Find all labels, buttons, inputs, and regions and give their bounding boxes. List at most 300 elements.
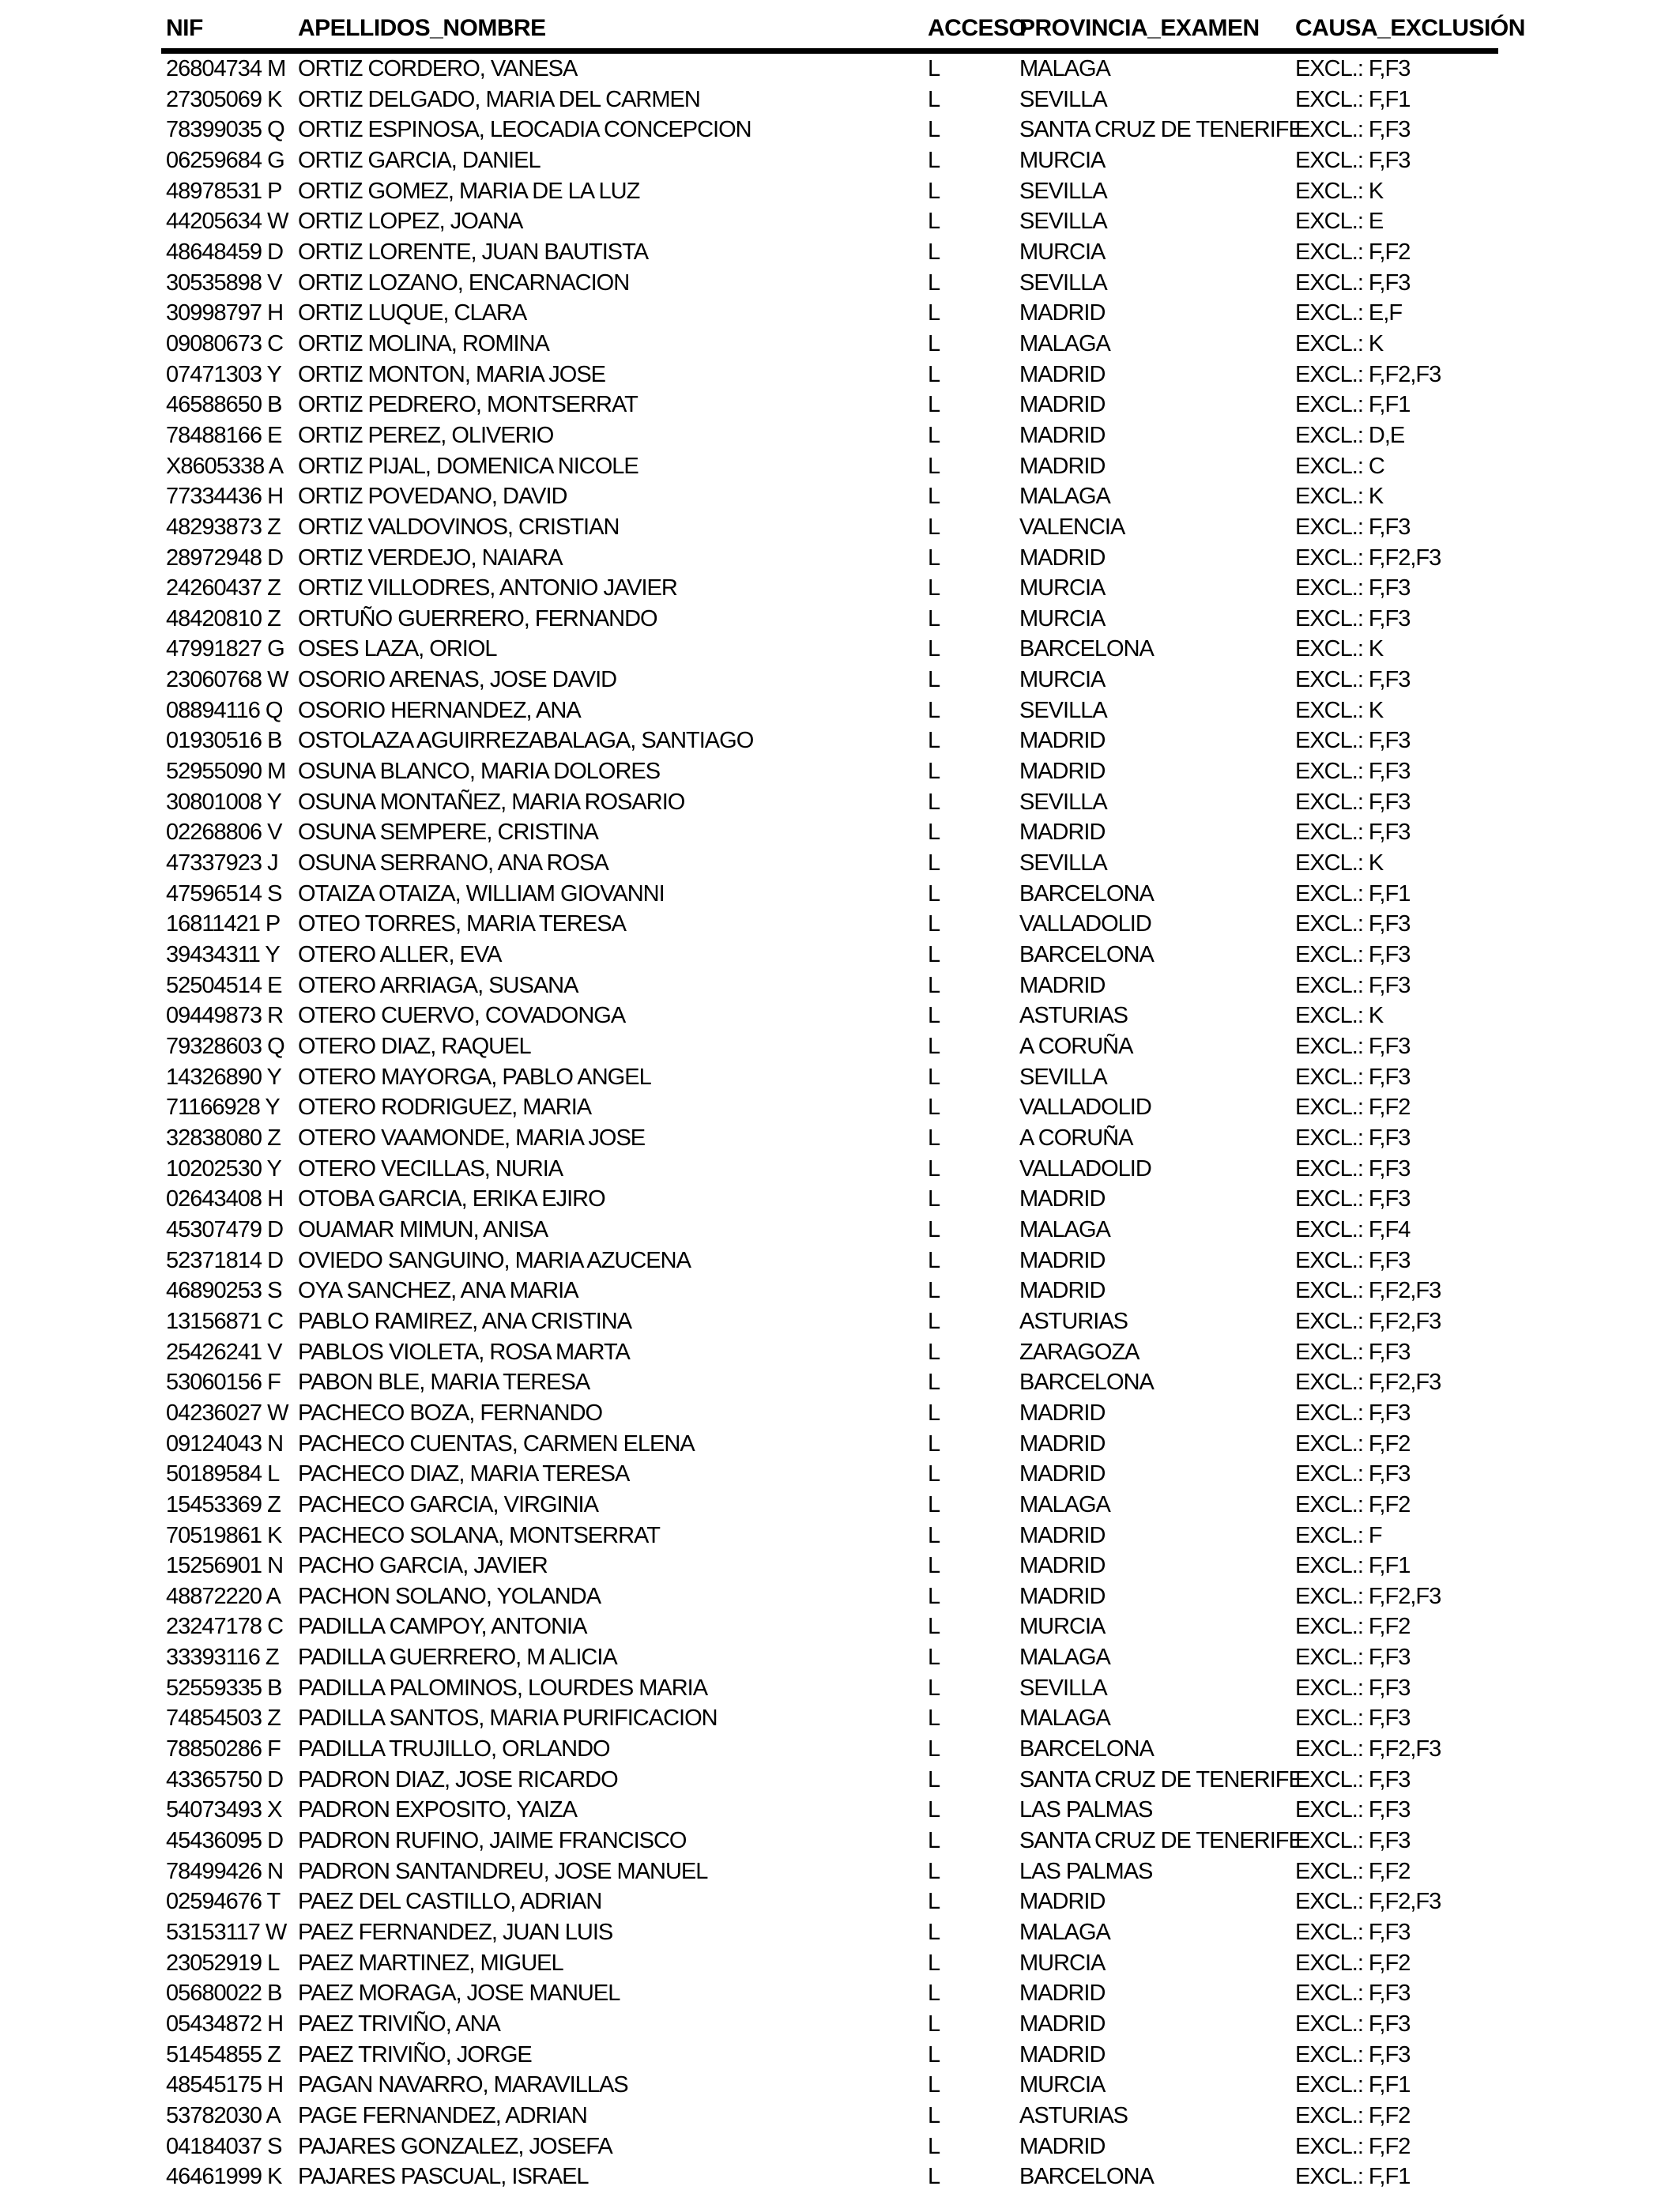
acceso-cell: L	[928, 1155, 940, 1182]
acceso-cell: L	[928, 56, 940, 81]
table-row	[161, 1062, 1498, 1093]
column-header-nif: NIF	[161, 11, 298, 51]
causa-cell: EXCL.: F,F2,F3	[1295, 1889, 1441, 1915]
provincia-cell: SEVILLA	[1019, 850, 1107, 876]
provincia-cell: ZARAGOZA	[1019, 1339, 1139, 1365]
acceso-cell: L	[928, 1216, 940, 1242]
nombre-cell: OTERO DIAZ, RAQUEL	[298, 1034, 531, 1059]
causa-cell: EXCL.: F,F3	[1295, 1064, 1411, 1090]
table-row	[161, 145, 1498, 176]
nif-cell: 48872220 A	[166, 1583, 281, 1609]
acceso-cell: L	[928, 1920, 940, 1946]
causa-cell: EXCL.: F,F3	[1295, 728, 1411, 754]
nif-cell: X8605338 A	[166, 453, 284, 479]
nif-cell: 77334436 H	[166, 484, 284, 510]
table-row	[161, 971, 1498, 1001]
nif-cell: 30801008 Y	[166, 789, 281, 815]
provincia-cell: MADRID	[1019, 1278, 1106, 1304]
causa-cell: EXCL.: D,E	[1295, 422, 1405, 448]
nombre-cell: PADILLA CAMPOY, ANTONIA	[298, 1614, 587, 1640]
causa-cell: EXCL.: F,F3	[1295, 667, 1411, 693]
nif-cell: 30535898 V	[166, 270, 282, 296]
causa-cell: EXCL.: F,F3	[1295, 605, 1411, 631]
acceso-cell: L	[928, 270, 940, 296]
table-row	[161, 420, 1498, 451]
nif-cell: 48293873 Z	[166, 514, 281, 540]
acceso-cell: L	[928, 2011, 940, 2037]
causa-cell: EXCL.: F,F3	[1295, 1645, 1411, 1671]
provincia-cell: A CORUÑA	[1019, 1125, 1133, 1151]
provincia-cell: SANTA CRUZ DE TENERIFE	[1019, 1766, 1303, 1792]
causa-cell: EXCL.: F,F3	[1295, 1400, 1411, 1426]
causa-cell: EXCL.: F,F3	[1295, 1461, 1411, 1487]
nif-cell: 46461999 K	[166, 2164, 282, 2190]
provincia-cell: MADRID	[1019, 392, 1106, 418]
causa-cell: EXCL.: F,F3	[1295, 942, 1411, 968]
causa-cell: EXCL.: F,F3	[1295, 911, 1411, 937]
nombre-cell: PAGAN NAVARRO, MARAVILLAS	[298, 2072, 628, 2098]
acceso-cell: L	[928, 911, 940, 937]
nif-cell: 53153117 W	[166, 1920, 287, 1946]
nombre-cell: OVIEDO SANGUINO, MARIA AZUCENA	[298, 1247, 691, 1273]
nif-cell: 13156871 C	[166, 1308, 284, 1334]
nif-cell: 54073493 X	[166, 1797, 282, 1823]
nombre-cell: PAEZ TRIVIÑO, ANA	[298, 2011, 500, 2037]
nombre-cell: ORTIZ VALDOVINOS, CRISTIAN	[298, 514, 620, 540]
nombre-cell: OTEO TORRES, MARIA TERESA	[298, 911, 626, 937]
acceso-cell: L	[928, 209, 940, 235]
nombre-cell: OTOBA GARCIA, ERIKA EJIRO	[298, 1186, 605, 1212]
acceso-cell: L	[928, 1125, 940, 1151]
table-row	[161, 848, 1498, 879]
provincia-cell: MADRID	[1019, 1247, 1106, 1273]
provincia-cell: VALENCIA	[1019, 514, 1125, 540]
causa-cell: EXCL.: F,F3	[1295, 1247, 1411, 1273]
table-row	[161, 1490, 1498, 1521]
causa-cell: EXCL.: F,F2,F3	[1295, 361, 1441, 387]
provincia-cell: MURCIA	[1019, 575, 1106, 601]
causa-cell: EXCL.: K	[1295, 484, 1384, 510]
nif-cell: 44205634 W	[166, 209, 288, 235]
causa-cell: EXCL.: F,F1	[1295, 392, 1411, 418]
acceso-cell: L	[928, 1981, 940, 2007]
acceso-cell: L	[928, 1797, 940, 1823]
causa-cell: EXCL.: F,F1	[1295, 880, 1411, 906]
nif-cell: 46890253 S	[166, 1278, 282, 1304]
causa-cell: EXCL.: E	[1295, 209, 1384, 235]
nif-cell: 32838080 Z	[166, 1125, 281, 1151]
nombre-cell: OSORIO ARENAS, JOSE DAVID	[298, 667, 617, 693]
nif-cell: 02594676 T	[166, 1889, 281, 1915]
causa-cell: EXCL.: F,F1	[1295, 2072, 1411, 2098]
nombre-cell: PACHON SOLANO, YOLANDA	[298, 1583, 601, 1609]
nombre-cell: ORTIZ CORDERO, VANESA	[298, 56, 578, 81]
nombre-cell: OTERO CUERVO, COVADONGA	[298, 1003, 626, 1029]
causa-cell: EXCL.: F,F3	[1295, 1981, 1411, 2007]
table-row	[161, 329, 1498, 360]
acceso-cell: L	[928, 1736, 940, 1762]
nombre-cell: PADRON DIAZ, JOSE RICARDO	[298, 1766, 618, 1792]
acceso-cell: L	[928, 2133, 940, 2159]
nombre-cell: ORTIZ LUQUE, CLARA	[298, 300, 527, 326]
acceso-cell: L	[928, 300, 940, 326]
nombre-cell: PAJARES PASCUAL, ISRAEL	[298, 2164, 589, 2190]
causa-cell: EXCL.: F,F2,F3	[1295, 1278, 1441, 1304]
causa-cell: EXCL.: F,F2,F3	[1295, 1583, 1441, 1609]
nombre-cell: PADRON EXPOSITO, YAIZA	[298, 1797, 577, 1823]
nif-cell: 48420810 Z	[166, 605, 281, 631]
nombre-cell: PAGE FERNANDEZ, ADRIAN	[298, 2102, 587, 2128]
provincia-cell: BARCELONA	[1019, 880, 1154, 906]
provincia-cell: MADRID	[1019, 820, 1106, 846]
causa-cell: EXCL.: F,F1	[1295, 2164, 1411, 2190]
column-header-apellidos-nombre: APELLIDOS_NOMBRE	[298, 11, 928, 51]
nif-cell: 05680022 B	[166, 1981, 282, 2007]
acceso-cell: L	[928, 361, 940, 387]
provincia-cell: MALAGA	[1019, 1216, 1110, 1242]
causa-cell: EXCL.: F,F3	[1295, 1675, 1411, 1701]
provincia-cell: MADRID	[1019, 453, 1106, 479]
table-row	[161, 1215, 1498, 1246]
nif-cell: 15453369 Z	[166, 1491, 281, 1517]
nif-cell: 70519861 K	[166, 1522, 282, 1548]
provincia-cell: SEVILLA	[1019, 1675, 1107, 1701]
table-row	[161, 756, 1498, 787]
acceso-cell: L	[928, 1614, 940, 1640]
table-row	[161, 2132, 1498, 2162]
acceso-cell: L	[928, 1064, 940, 1090]
acceso-cell: L	[928, 575, 940, 601]
nombre-cell: ORTIZ POVEDANO, DAVID	[298, 484, 567, 510]
table-row	[161, 390, 1498, 420]
acceso-cell: L	[928, 1553, 940, 1579]
table-row	[161, 481, 1498, 512]
nombre-cell: ORTIZ MOLINA, ROMINA	[298, 330, 549, 356]
causa-cell: EXCL.: C	[1295, 453, 1384, 479]
table-row	[161, 512, 1498, 543]
nif-cell: 14326890 Y	[166, 1064, 281, 1090]
causa-cell: EXCL.: F,F1	[1295, 86, 1411, 112]
causa-cell: EXCL.: F,F2,F3	[1295, 1370, 1441, 1396]
table-row	[161, 1521, 1498, 1551]
table-row	[161, 909, 1498, 940]
table-row	[161, 695, 1498, 726]
nif-cell: 53060156 F	[166, 1370, 281, 1396]
nif-cell: 02268806 V	[166, 820, 282, 846]
provincia-cell: MURCIA	[1019, 605, 1106, 631]
acceso-cell: L	[928, 1950, 940, 1976]
causa-cell: EXCL.: F,F2	[1295, 1095, 1411, 1121]
provincia-cell: BARCELONA	[1019, 942, 1154, 968]
provincia-cell: MADRID	[1019, 1430, 1106, 1457]
table-row	[161, 543, 1498, 574]
provincia-cell: ASTURIAS	[1019, 2102, 1128, 2128]
causa-cell: EXCL.: F,F3	[1295, 1186, 1411, 1212]
table-row	[161, 1551, 1498, 1581]
acceso-cell: L	[928, 942, 940, 968]
acceso-cell: L	[928, 1034, 940, 1059]
provincia-cell: MALAGA	[1019, 330, 1110, 356]
nombre-cell: ORTIZ GOMEZ, MARIA DE LA LUZ	[298, 178, 640, 204]
nombre-cell: PADILLA PALOMINOS, LOURDES MARIA	[298, 1675, 708, 1701]
nif-cell: 08894116 Q	[166, 697, 283, 723]
nif-cell: 25426241 V	[166, 1339, 282, 1365]
provincia-cell: ASTURIAS	[1019, 1003, 1128, 1029]
causa-cell: EXCL.: F,F3	[1295, 1339, 1411, 1365]
provincia-cell: MURCIA	[1019, 147, 1106, 173]
table-row	[161, 360, 1498, 390]
provincia-cell: SEVILLA	[1019, 697, 1107, 723]
acceso-cell: L	[928, 667, 940, 693]
table-row	[161, 940, 1498, 971]
nif-cell: 43365750 D	[166, 1766, 284, 1792]
nombre-cell: OSUNA SEMPERE, CRISTINA	[298, 820, 598, 846]
nombre-cell: OSORIO HERNANDEZ, ANA	[298, 697, 581, 723]
nif-cell: 39434311 Y	[166, 942, 280, 968]
nif-cell: 07471303 Y	[166, 361, 281, 387]
nif-cell: 45307479 D	[166, 1216, 284, 1242]
provincia-cell: MADRID	[1019, 2011, 1106, 2037]
nif-cell: 47991827 G	[166, 636, 284, 662]
acceso-cell: L	[928, 1186, 940, 1212]
nombre-cell: OTERO RODRIGUEZ, MARIA	[298, 1095, 592, 1121]
acceso-cell: L	[928, 1003, 940, 1029]
causa-cell: EXCL.: F,F4	[1295, 1216, 1411, 1242]
causa-cell: EXCL.: F,F3	[1295, 1155, 1411, 1182]
table-row	[161, 1581, 1498, 1612]
acceso-cell: L	[928, 514, 940, 540]
table-row	[161, 1611, 1498, 1642]
causa-cell: EXCL.: F,F3	[1295, 270, 1411, 296]
nif-cell: 23060768 W	[166, 667, 288, 693]
nombre-cell: ORTIZ LORENTE, JUAN BAUTISTA	[298, 239, 649, 265]
table-row	[161, 634, 1498, 665]
table-row	[161, 1978, 1498, 2009]
nombre-cell: OSUNA BLANCO, MARIA DOLORES	[298, 759, 661, 785]
acceso-cell: L	[928, 1828, 940, 1854]
causa-cell: EXCL.: F,F2	[1295, 1950, 1411, 1976]
nif-cell: 79328603 Q	[166, 1034, 284, 1059]
provincia-cell: MADRID	[1019, 422, 1106, 448]
provincia-cell: BARCELONA	[1019, 1370, 1154, 1396]
causa-cell: EXCL.: E,F	[1295, 300, 1403, 326]
table-row	[161, 2040, 1498, 2071]
nombre-cell: OUAMAR MIMUN, ANISA	[298, 1216, 548, 1242]
table-row	[161, 176, 1498, 207]
acceso-cell: L	[928, 1247, 940, 1273]
acceso-cell: L	[928, 239, 940, 265]
nif-cell: 24260437 Z	[166, 575, 281, 601]
nif-cell: 23247178 C	[166, 1614, 284, 1640]
nif-cell: 51454855 Z	[166, 2041, 281, 2067]
nif-cell: 28972948 D	[166, 545, 284, 571]
table-row	[161, 1917, 1498, 1948]
table-row	[161, 726, 1498, 756]
provincia-cell: MALAGA	[1019, 1645, 1110, 1671]
table-row	[161, 1306, 1498, 1337]
nombre-cell: ORTIZ VERDEJO, NAIARA	[298, 545, 563, 571]
acceso-cell: L	[928, 117, 940, 143]
nombre-cell: ORTUÑO GUERRERO, FERNANDO	[298, 605, 657, 631]
provincia-cell: MADRID	[1019, 300, 1106, 326]
causa-cell: EXCL.: F,F2	[1295, 2102, 1411, 2128]
nombre-cell: PACHECO BOZA, FERNANDO	[298, 1400, 603, 1426]
nombre-cell: PADILLA GUERRERO, M ALICIA	[298, 1645, 617, 1671]
acceso-cell: L	[928, 1491, 940, 1517]
acceso-cell: L	[928, 1522, 940, 1548]
table-row	[161, 1367, 1498, 1398]
acceso-cell: L	[928, 1461, 940, 1487]
acceso-cell: L	[928, 1370, 940, 1396]
acceso-cell: L	[928, 1645, 940, 1671]
table-header	[161, 11, 1525, 51]
causa-cell: EXCL.: F,F3	[1295, 1797, 1411, 1823]
table-row	[161, 1642, 1498, 1673]
nif-cell: 78488166 E	[166, 422, 282, 448]
table-row	[161, 2162, 1498, 2192]
acceso-cell: L	[928, 2164, 940, 2190]
causa-cell: EXCL.: F,F2	[1295, 1491, 1411, 1517]
acceso-cell: L	[928, 1858, 940, 1884]
table-row	[161, 237, 1498, 268]
nombre-cell: OTERO ARRIAGA, SUSANA	[298, 972, 578, 998]
table-row	[161, 573, 1498, 604]
nombre-cell: ORTIZ PEDRERO, MONTSERRAT	[298, 392, 638, 418]
nif-cell: 09080673 C	[166, 330, 284, 356]
nombre-cell: PADILLA TRUJILLO, ORLANDO	[298, 1736, 610, 1762]
acceso-cell: L	[928, 1583, 940, 1609]
acceso-cell: L	[928, 1766, 940, 1792]
nif-cell: 04236027 W	[166, 1400, 288, 1426]
nombre-cell: PAEZ MORAGA, JOSE MANUEL	[298, 1981, 620, 2007]
acceso-cell: L	[928, 453, 940, 479]
acceso-cell: L	[928, 1308, 940, 1334]
causa-cell: EXCL.: F,F2	[1295, 1430, 1411, 1457]
table-row	[161, 206, 1498, 237]
nif-cell: 04184037 S	[166, 2133, 282, 2159]
causa-cell: EXCL.: F,F2,F3	[1295, 545, 1441, 571]
nombre-cell: ORTIZ LOPEZ, JOANA	[298, 209, 523, 235]
causa-cell: EXCL.: F,F2	[1295, 1858, 1411, 1884]
nombre-cell: OSUNA MONTAÑEZ, MARIA ROSARIO	[298, 789, 685, 815]
table-row	[161, 2101, 1498, 2132]
acceso-cell: L	[928, 1095, 940, 1121]
provincia-cell: MADRID	[1019, 1461, 1106, 1487]
provincia-cell: MURCIA	[1019, 2072, 1106, 2098]
table-row	[161, 879, 1498, 910]
provincia-cell: MURCIA	[1019, 667, 1106, 693]
nif-cell: 10202530 Y	[166, 1155, 281, 1182]
nif-cell: 15256901 N	[166, 1553, 284, 1579]
nif-cell: 48978531 P	[166, 178, 282, 204]
table-row	[161, 1001, 1498, 1031]
causa-cell: EXCL.: F,F3	[1295, 117, 1411, 143]
table-row	[161, 1123, 1498, 1154]
nombre-cell: OSES LAZA, ORIOL	[298, 636, 497, 662]
acceso-cell: L	[928, 545, 940, 571]
causa-cell: EXCL.: F,F3	[1295, 56, 1411, 81]
table-row	[161, 268, 1498, 299]
acceso-cell: L	[928, 1706, 940, 1732]
nombre-cell: PADRON RUFINO, JAIME FRANCISCO	[298, 1828, 687, 1854]
acceso-cell: L	[928, 2072, 940, 2098]
nif-cell: 01930516 B	[166, 728, 282, 754]
nombre-cell: PABLOS VIOLETA, ROSA MARTA	[298, 1339, 630, 1365]
table-row	[161, 787, 1498, 818]
table-row	[161, 817, 1498, 848]
causa-cell: EXCL.: F,F2,F3	[1295, 1308, 1441, 1334]
table-row	[161, 1031, 1498, 1062]
table-row	[161, 665, 1498, 695]
nombre-cell: ORTIZ VILLODRES, ANTONIO JAVIER	[298, 575, 677, 601]
provincia-cell: MADRID	[1019, 1522, 1106, 1548]
causa-cell: EXCL.: F,F3	[1295, 514, 1411, 540]
provincia-cell: MADRID	[1019, 1583, 1106, 1609]
provincia-cell: BARCELONA	[1019, 1736, 1154, 1762]
acceso-cell: L	[928, 484, 940, 510]
provincia-cell: MALAGA	[1019, 1491, 1110, 1517]
nombre-cell: PAEZ DEL CASTILLO, ADRIAN	[298, 1889, 602, 1915]
provincia-cell: MALAGA	[1019, 484, 1110, 510]
nombre-cell: PACHECO GARCIA, VIRGINIA	[298, 1491, 598, 1517]
causa-cell: EXCL.: K	[1295, 697, 1384, 723]
acceso-cell: L	[928, 697, 940, 723]
provincia-cell: MADRID	[1019, 972, 1106, 998]
nif-cell: 78399035 Q	[166, 117, 284, 143]
causa-cell: EXCL.: F,F2	[1295, 2133, 1411, 2159]
provincia-cell: MALAGA	[1019, 1706, 1110, 1732]
acceso-cell: L	[928, 972, 940, 998]
acceso-cell: L	[928, 1430, 940, 1457]
causa-cell: EXCL.: K	[1295, 178, 1384, 204]
header-row	[161, 11, 1498, 51]
table-row	[161, 1886, 1498, 1917]
table-row	[161, 1856, 1498, 1887]
nif-cell: 78850286 F	[166, 1736, 281, 1762]
nif-cell: 74854503 Z	[166, 1706, 281, 1732]
nombre-cell: PAEZ FERNANDEZ, JUAN LUIS	[298, 1920, 613, 1946]
nif-cell: 78499426 N	[166, 1858, 284, 1884]
nombre-cell: PACHO GARCIA, JAVIER	[298, 1553, 548, 1579]
causa-cell: EXCL.: F,F3	[1295, 1766, 1411, 1792]
nombre-cell: PABLO RAMIREZ, ANA CRISTINA	[298, 1308, 632, 1334]
acceso-cell: L	[928, 636, 940, 662]
causa-cell: EXCL.: F,F3	[1295, 1828, 1411, 1854]
exclusion-list-table	[161, 11, 1525, 2192]
acceso-cell: L	[928, 178, 940, 204]
causa-cell: EXCL.: F,F3	[1295, 820, 1411, 846]
provincia-cell: VALLADOLID	[1019, 1095, 1151, 1121]
nif-cell: 45436095 D	[166, 1828, 284, 1854]
acceso-cell: L	[928, 392, 940, 418]
column-header-causa-exclusion: CAUSA_EXCLUSIÓN	[1295, 11, 1498, 51]
nombre-cell: OTERO VAAMONDE, MARIA JOSE	[298, 1125, 646, 1151]
document-page	[0, 11, 1680, 2205]
table-row	[161, 1703, 1498, 1734]
provincia-cell: MALAGA	[1019, 56, 1110, 81]
provincia-cell: VALLADOLID	[1019, 911, 1151, 937]
nombre-cell: ORTIZ LOZANO, ENCARNACION	[298, 270, 630, 296]
nombre-cell: ORTIZ DELGADO, MARIA DEL CARMEN	[298, 86, 700, 112]
acceso-cell: L	[928, 850, 940, 876]
provincia-cell: SEVILLA	[1019, 178, 1107, 204]
causa-cell: EXCL.: F,F3	[1295, 972, 1411, 998]
nif-cell: 48648459 D	[166, 239, 284, 265]
provincia-cell: A CORUÑA	[1019, 1034, 1133, 1059]
nif-cell: 52504514 E	[166, 972, 282, 998]
provincia-cell: BARCELONA	[1019, 2164, 1154, 2190]
provincia-cell: SEVILLA	[1019, 1064, 1107, 1090]
